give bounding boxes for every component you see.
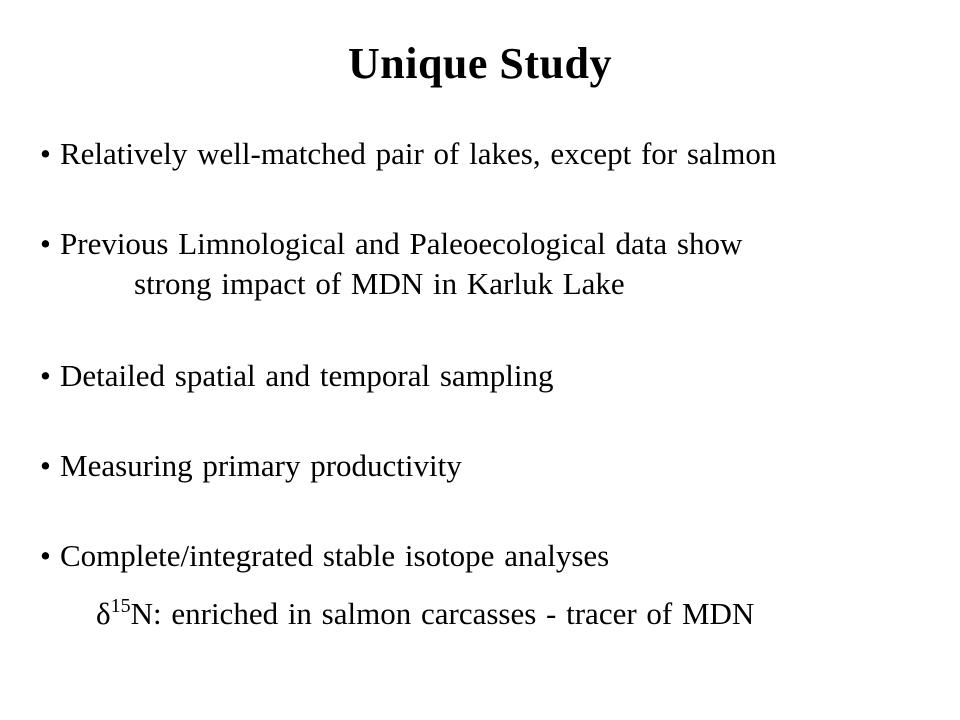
slide-title: Unique Study [347, 39, 612, 88]
bullet-marker: • [40, 538, 51, 573]
bullet-text: Detailed spatial and temporal sampling [60, 358, 554, 393]
bullet-marker: • [40, 136, 51, 171]
delta-symbol: δ [96, 596, 111, 631]
bullet-text: Previous Limnological and Paleoecological data show [60, 226, 743, 261]
bullet-marker: • [40, 448, 51, 483]
bullet-item [40, 536, 609, 576]
bullet-text: Measuring primary productivity [60, 448, 462, 483]
isotope-mass-number: 15 [110, 595, 131, 617]
bullet-item [40, 224, 742, 264]
bullet-text: Relatively well-matched pair of lakes, except for salmon [60, 136, 777, 171]
bullet-marker: • [40, 358, 51, 393]
bullet-item [40, 446, 462, 486]
isotope-note [96, 594, 754, 634]
bullet-continuation: strong impact of MDN in Karluk Lake [134, 266, 625, 301]
bullet-item [40, 134, 776, 174]
isotope-note-text: N: enriched in salmon carcasses - tracer of MDN [130, 596, 755, 631]
bullet-marker: • [40, 226, 51, 261]
bullet-item [40, 356, 554, 396]
bullet-text: Complete/integrated stable isotope analyses [60, 538, 610, 573]
